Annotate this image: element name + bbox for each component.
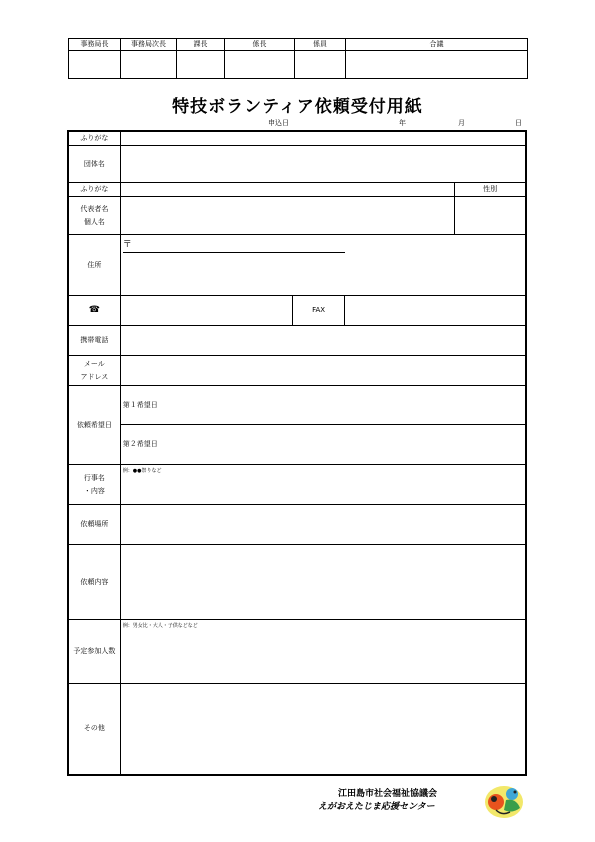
event-label — [68, 465, 120, 505]
content-label: 依頼内容 — [68, 545, 120, 620]
representative-name-field[interactable] — [120, 197, 454, 235]
center-name: えがおえたじま応援センター — [318, 802, 435, 812]
venue-field[interactable] — [120, 505, 526, 545]
request-date-field[interactable] — [120, 386, 526, 465]
approval-header-subsection-chief: 係長 — [225, 39, 295, 51]
application-date-year: 年 — [399, 119, 406, 127]
address-field[interactable] — [120, 235, 526, 296]
phone-field[interactable] — [120, 296, 293, 326]
representative-label-line1: 代表者名 — [80, 204, 109, 213]
representative-furigana-field[interactable] — [120, 183, 454, 197]
other-field[interactable] — [120, 684, 526, 775]
approval-header-consultation: 合議 — [346, 39, 528, 51]
postal-code-underline — [123, 252, 345, 253]
participants-label: 予定参加人数 — [68, 620, 120, 684]
phone-icon: ☎ — [68, 296, 120, 326]
group-furigana-field[interactable] — [120, 131, 526, 146]
gender-label: 性別 — [455, 183, 526, 197]
event-field[interactable] — [120, 465, 526, 505]
postal-mark: 〒 — [122, 240, 132, 250]
approval-header-deputy-director: 事務局次長 — [121, 39, 177, 51]
approval-stamp-box[interactable] — [121, 51, 177, 79]
approval-header-section-chief: 課長 — [177, 39, 225, 51]
approval-stamp-table — [68, 38, 528, 79]
mobile-field[interactable] — [120, 326, 526, 356]
application-date-day: 日 — [515, 119, 522, 127]
date-divider — [121, 424, 525, 425]
request-form-table — [67, 130, 527, 776]
address-label: 住所 — [68, 235, 120, 296]
approval-header-director: 事務局長 — [69, 39, 121, 51]
email-field[interactable] — [120, 356, 526, 386]
other-label: その他 — [68, 684, 120, 775]
venue-label: 依頼場所 — [68, 505, 120, 545]
approval-stamp-box[interactable] — [295, 51, 346, 79]
event-label-line2: ・内容 — [83, 486, 105, 495]
furigana-label: ふりがな — [68, 131, 120, 146]
group-name-field[interactable] — [120, 146, 526, 183]
event-example-note: 例：●●祭りなど — [122, 468, 162, 474]
second-choice-date-label: 第２希望日 — [122, 440, 158, 448]
email-label — [68, 356, 120, 386]
mobile-label: 携帯電話 — [68, 326, 120, 356]
first-choice-date-label: 第１希望日 — [122, 401, 158, 409]
page-title: 特技ボランティア依頼受付用紙 — [172, 97, 423, 117]
approval-stamp-box[interactable] — [177, 51, 225, 79]
application-date-month: 月 — [458, 119, 465, 127]
approval-stamp-box[interactable] — [225, 51, 295, 79]
application-date-label: 申込日 — [268, 119, 289, 127]
gender-field[interactable] — [455, 197, 526, 235]
participants-field[interactable] — [120, 620, 526, 684]
group-name-label: 団体名 — [68, 146, 120, 183]
fax-label: FAX — [293, 296, 344, 326]
email-label-line2: アドレス — [80, 372, 109, 381]
organization-name: 江田島市社会福祉協議会 — [338, 789, 438, 799]
email-label-line1: メール — [83, 359, 105, 368]
approval-header-staff: 係員 — [295, 39, 346, 51]
content-field[interactable] — [120, 545, 526, 620]
volunteer-mascot-icon — [482, 780, 526, 820]
fax-field[interactable] — [344, 296, 526, 326]
request-date-label: 依頼希望日 — [68, 386, 120, 465]
representative-label — [68, 197, 120, 235]
participants-example-note: 例：男女比・大人・子供などなど — [122, 623, 198, 629]
furigana-label: ふりがな — [68, 183, 120, 197]
approval-stamp-box[interactable] — [69, 51, 121, 79]
approval-stamp-box[interactable] — [346, 51, 528, 79]
representative-label-line2: 個人名 — [83, 217, 105, 226]
event-label-line1: 行事名 — [83, 473, 105, 482]
